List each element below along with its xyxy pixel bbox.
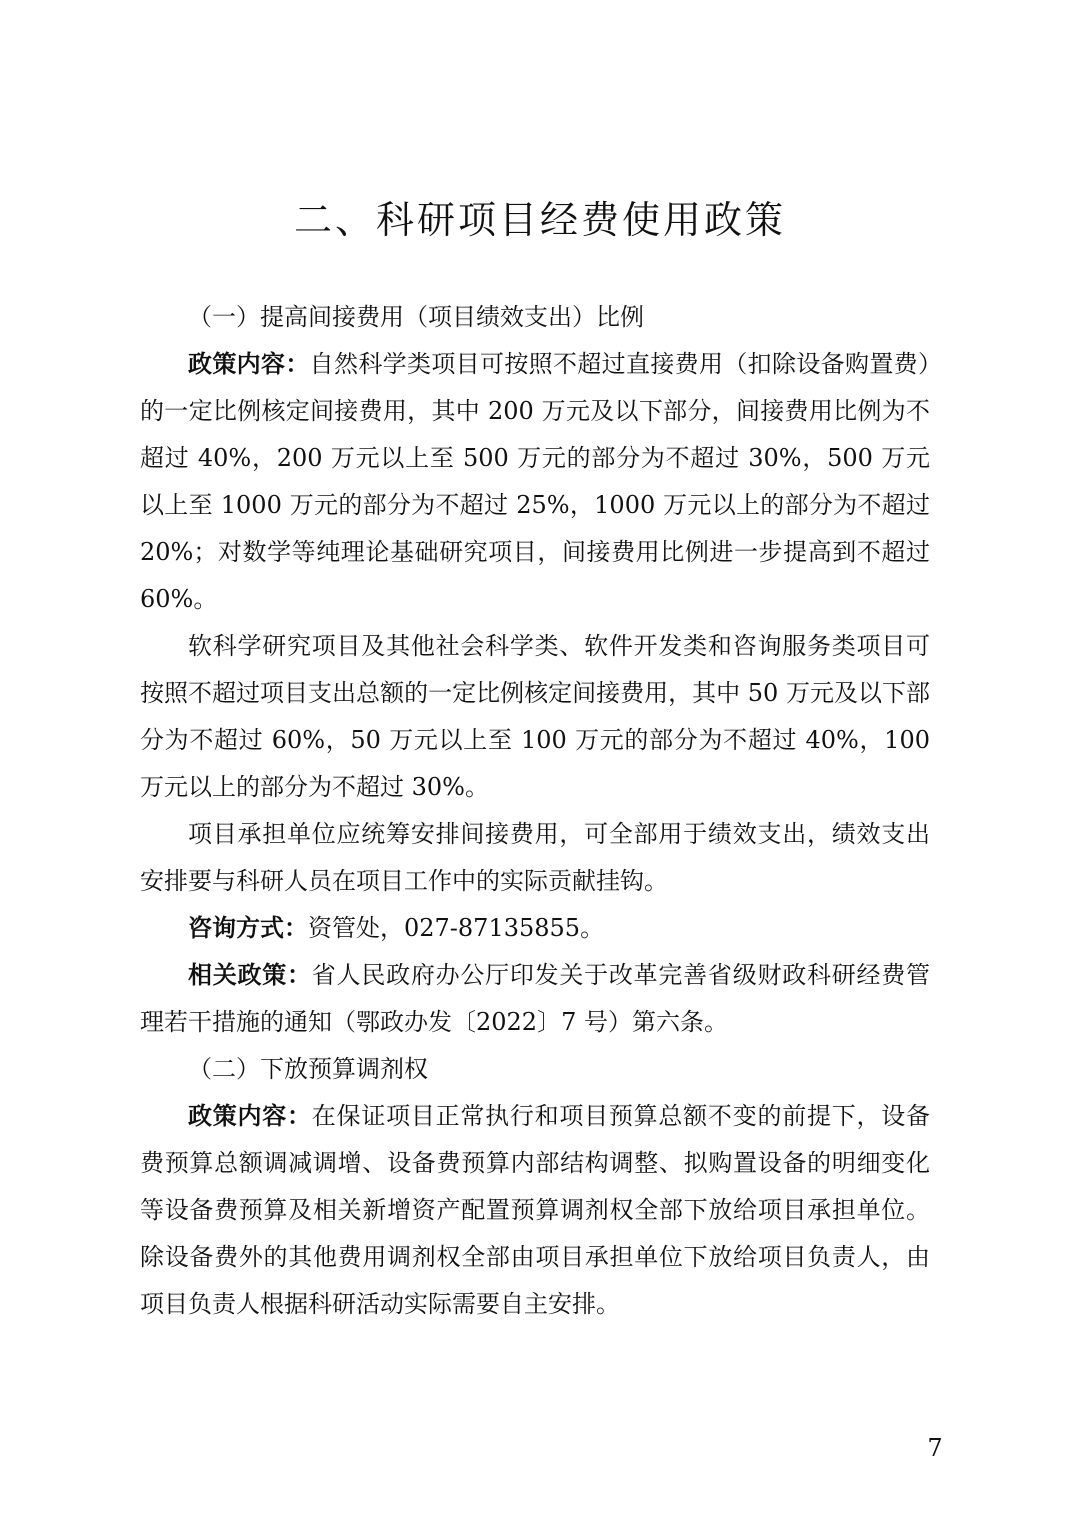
performance-paragraph: 项目承担单位应统筹安排间接费用，可全部用于绩效支出，绩效支出安排要与科研人员在项目工作中的实际贡献挂钩。 [140,820,930,895]
section-heading-2: （二）下放预算调剂权 [188,1055,428,1083]
policy-content-text: 自然科学类项目可按照不超过直接费用（扣除设备购置费）的一定比例核定间接费用，其中 200 万元及以下部分，间接费用比例为不超过 40%，200 万元以上至 500 万元的部分为不超过 30%，500 万元以上至 1000 万元的部分为不超过 25%，1000 万元以上的部分为不超过 20%；对数学等纯理论基础研究项目，间接费用比例进一步提高到不超过 60%。 [140,350,931,613]
policy-content-label: 政策内容： [188,350,310,378]
related-policy-label: 相关政策： [188,961,312,989]
document-body [140,294,930,1328]
policy-content-paragraph-1 [140,341,930,623]
page-title: 二、科研项目经费使用政策 [293,198,786,242]
contact-paragraph [140,905,930,952]
page-number: 7 [927,1434,943,1462]
contact-label: 咨询方式： [188,914,308,942]
policy-content-text-2: 在保证项目正常执行和项目预算总额不变的前提下，设备费预算总额调减调增、设备费预算内部结构调整、拟购置设备的明细变化等设备费预算及相关新增资产配置预算调剂权全部下放给项目承担单位。除设备费外的其他费用调剂权全部由项目承担单位下放给项目负责人，由项目负责人根据科研活动实际需要自主安排。 [140,1102,931,1318]
contact-text: 资管处，027-87135855。 [308,914,605,942]
policy-content-label-2: 政策内容： [188,1102,312,1130]
related-policy-text: 省人民政府办公厅印发关于改革完善省级财政科研经费管理若干措施的通知（鄂政办发〔2022〕7 号）第六条。 [140,961,931,1036]
soft-science-paragraph: 软科学研究项目及其他社会科学类、软件开发类和咨询服务类项目可按照不超过项目支出总额的一定比例核定间接费用，其中 50 万元及以下部分为不超过 60%，50 万元以上至 100 万元的部分为不超过 40%，100 万元以上的部分为不超过 30%。 [140,632,930,801]
policy-content-paragraph-2 [140,1093,930,1328]
section-heading-1: （一）提高间接费用（项目绩效支出）比例 [188,303,644,331]
related-policy-paragraph [140,952,930,1046]
